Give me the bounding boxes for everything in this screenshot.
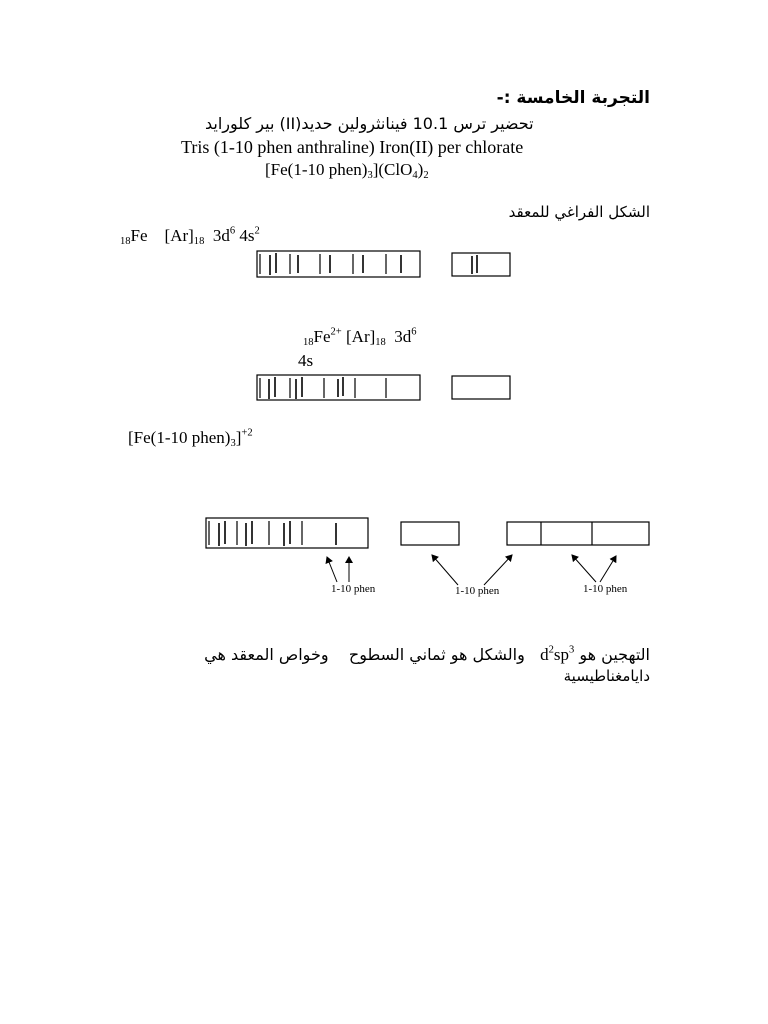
complex-sub: 3 [230,438,236,450]
fe2-orb-sup: 6 [411,326,417,338]
fe2-3d-electrons [269,377,343,399]
formula-sub2: 4 [412,170,418,182]
ligand-arrows [327,555,616,585]
formula-sub3: 2 [423,170,429,182]
ligand-label-3: 1-10 phen [583,583,628,595]
complex-text: [Fe(1-10 phen) [128,428,231,447]
experiment-title: التجربة الخامسة :- [496,88,650,108]
fe-orb1: 3d [212,226,230,245]
fe-prefix: 18 [120,236,131,248]
complex-4p-box [507,522,649,545]
conclusion-shape: والشكل هو ثماني السطوح [348,645,525,664]
hyb-d-sup: 2 [548,644,554,656]
ligand-label-2: 1-10 phen [455,585,500,597]
fe2-core-sub: 18 [375,337,386,349]
formula-sub1: 3 [367,170,373,182]
complex-charge: +2 [241,427,253,439]
fe2-charge: 2+ [330,326,342,338]
complex-end: ] [235,428,242,447]
fe-orb1-sup: 6 [229,225,236,237]
hyb-d: d [540,645,549,664]
conclusion-line1 [204,645,650,665]
conclusion-line2: دايامغناطيسية [563,667,650,685]
arabic-subtitle: تحضير ترس 10.1 فينانثرولين حديد(II) بير كلورايد [205,114,534,133]
hyb-sp-sup: 3 [568,644,575,656]
fe2-next-orbital: 4s [298,351,314,370]
fe-orb2: 4s [239,226,255,245]
fe-3d-box [257,251,420,277]
complex-3d-box [206,518,368,548]
fe-core-sub: 18 [193,236,205,248]
fe-symbol: Fe [130,226,148,245]
complex-4s-box [401,522,459,545]
fe2-prefix: 18 [303,337,314,349]
hyb-sp: sp [553,645,569,664]
fe-orb2-sup: 2 [254,225,260,237]
formula-part1: [Fe(1-10 phen) [265,160,368,179]
geometry-heading: الشكل الفراغي للمعقد [508,203,650,221]
english-compound-name: Tris (1-10 phen anthraline) Iron(II) per chlorate [181,137,524,157]
fe-4s-box [452,253,510,276]
fe-core: [Ar] [164,226,194,245]
conclusion-hybridization-label: التهجين هو [579,645,650,664]
fe2-symbol: Fe [313,327,331,346]
fe2-orb: 3d [394,327,412,346]
fe2-4s-box [452,376,510,399]
formula-part2: ](ClO [372,160,413,179]
conclusion-properties: وخواص المعقد هي [204,645,329,664]
fe2-core: [Ar] [346,327,376,346]
formula-part3: ) [417,160,424,179]
hybridization-value [540,645,574,664]
ligand-label-1: 1-10 phen [331,583,376,595]
